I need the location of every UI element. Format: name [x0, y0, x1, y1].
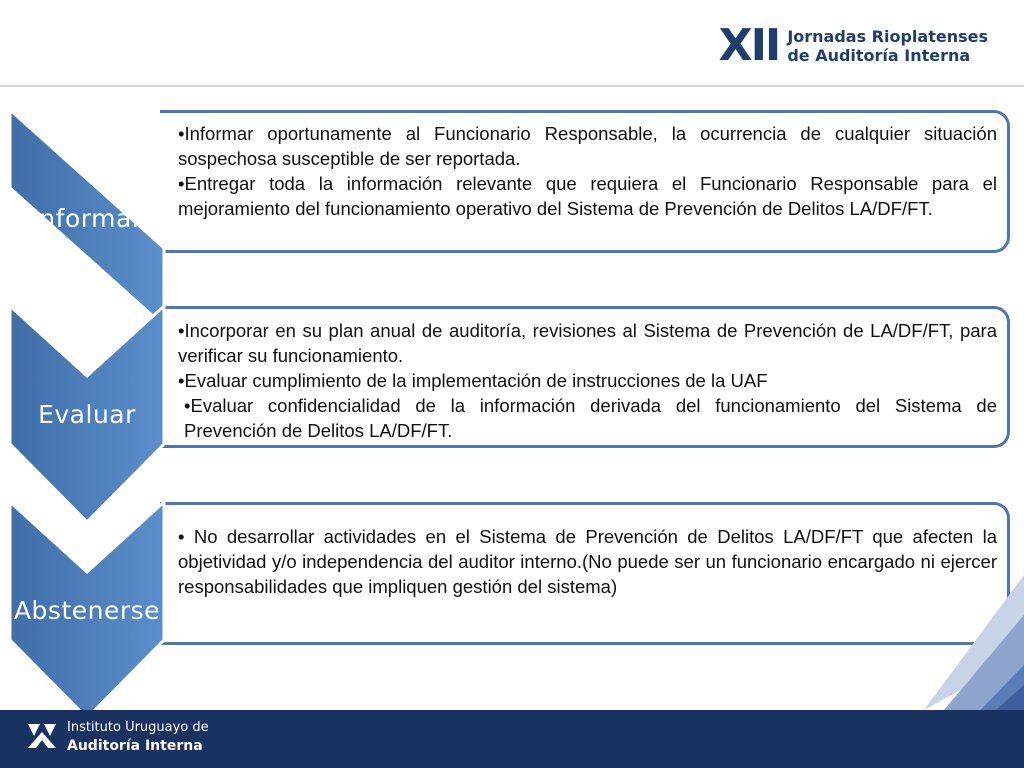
event-logo — [718, 20, 988, 71]
evaluar-bullet-2: •Evaluar cumplimiento de la implementación de instrucciones de la UAF — [178, 370, 768, 391]
evaluar-bullet-1: •Incorporar en su plan anual de auditoría, revisiones al Sistema de Prevención de LA/DF/FT, para verificar su funcionamiento. — [178, 320, 997, 366]
institute-name — [67, 719, 209, 755]
event-logo-line1: Jornadas Rioplatenses — [787, 27, 988, 46]
evaluar-text-box — [160, 306, 1010, 448]
abstenerse-chevron — [8, 500, 166, 722]
evaluar-chevron — [8, 304, 166, 526]
event-logo-line2: de Auditoría Interna — [787, 46, 971, 65]
informar-label: Informar — [31, 204, 143, 233]
event-logo-text — [787, 27, 988, 65]
institute-logo-icon — [26, 720, 58, 752]
informar-bullet-2: •Entregar toda la información relevante que requiera el Funcionario Responsable para el mejoramiento del funcionamiento operativo del Sistema de Prevención de Delitos LA/DF/FT. — [178, 173, 997, 219]
informar-chevron — [8, 108, 166, 330]
event-logo-number: XII — [718, 20, 780, 71]
abstenerse-label: Abstenerse — [13, 596, 161, 625]
institute-name-line2: Auditoría Interna — [67, 738, 203, 754]
abstenerse-bullet-1: • No desarrollar actividades en el Sistema de Prevención de Delitos LA/DF/FT que afecten la objetividad y/o independencia del auditor interno.(No puede ser un funcionario encargado ni ejercer responsabilidades que impliquen gestión del sistema) — [178, 526, 997, 597]
evaluar-label: Evaluar — [38, 400, 136, 429]
abstenerse-text-box — [160, 502, 1010, 645]
informar-text-box — [160, 110, 1010, 253]
institute-name-line1: Instituto Uruguayo de — [67, 720, 209, 735]
evaluar-bullet-3: •Evaluar confidencialidad de la información derivada del funcionamiento del Sistema de Prevención de Delitos LA/DF/FT. — [184, 395, 997, 441]
informar-bullet-1: •Informar oportunamente al Funcionario Responsable, la ocurrencia de cualquier situación sospechosa susceptible de ser reportada. — [178, 123, 997, 169]
header-divider — [0, 85, 1024, 87]
